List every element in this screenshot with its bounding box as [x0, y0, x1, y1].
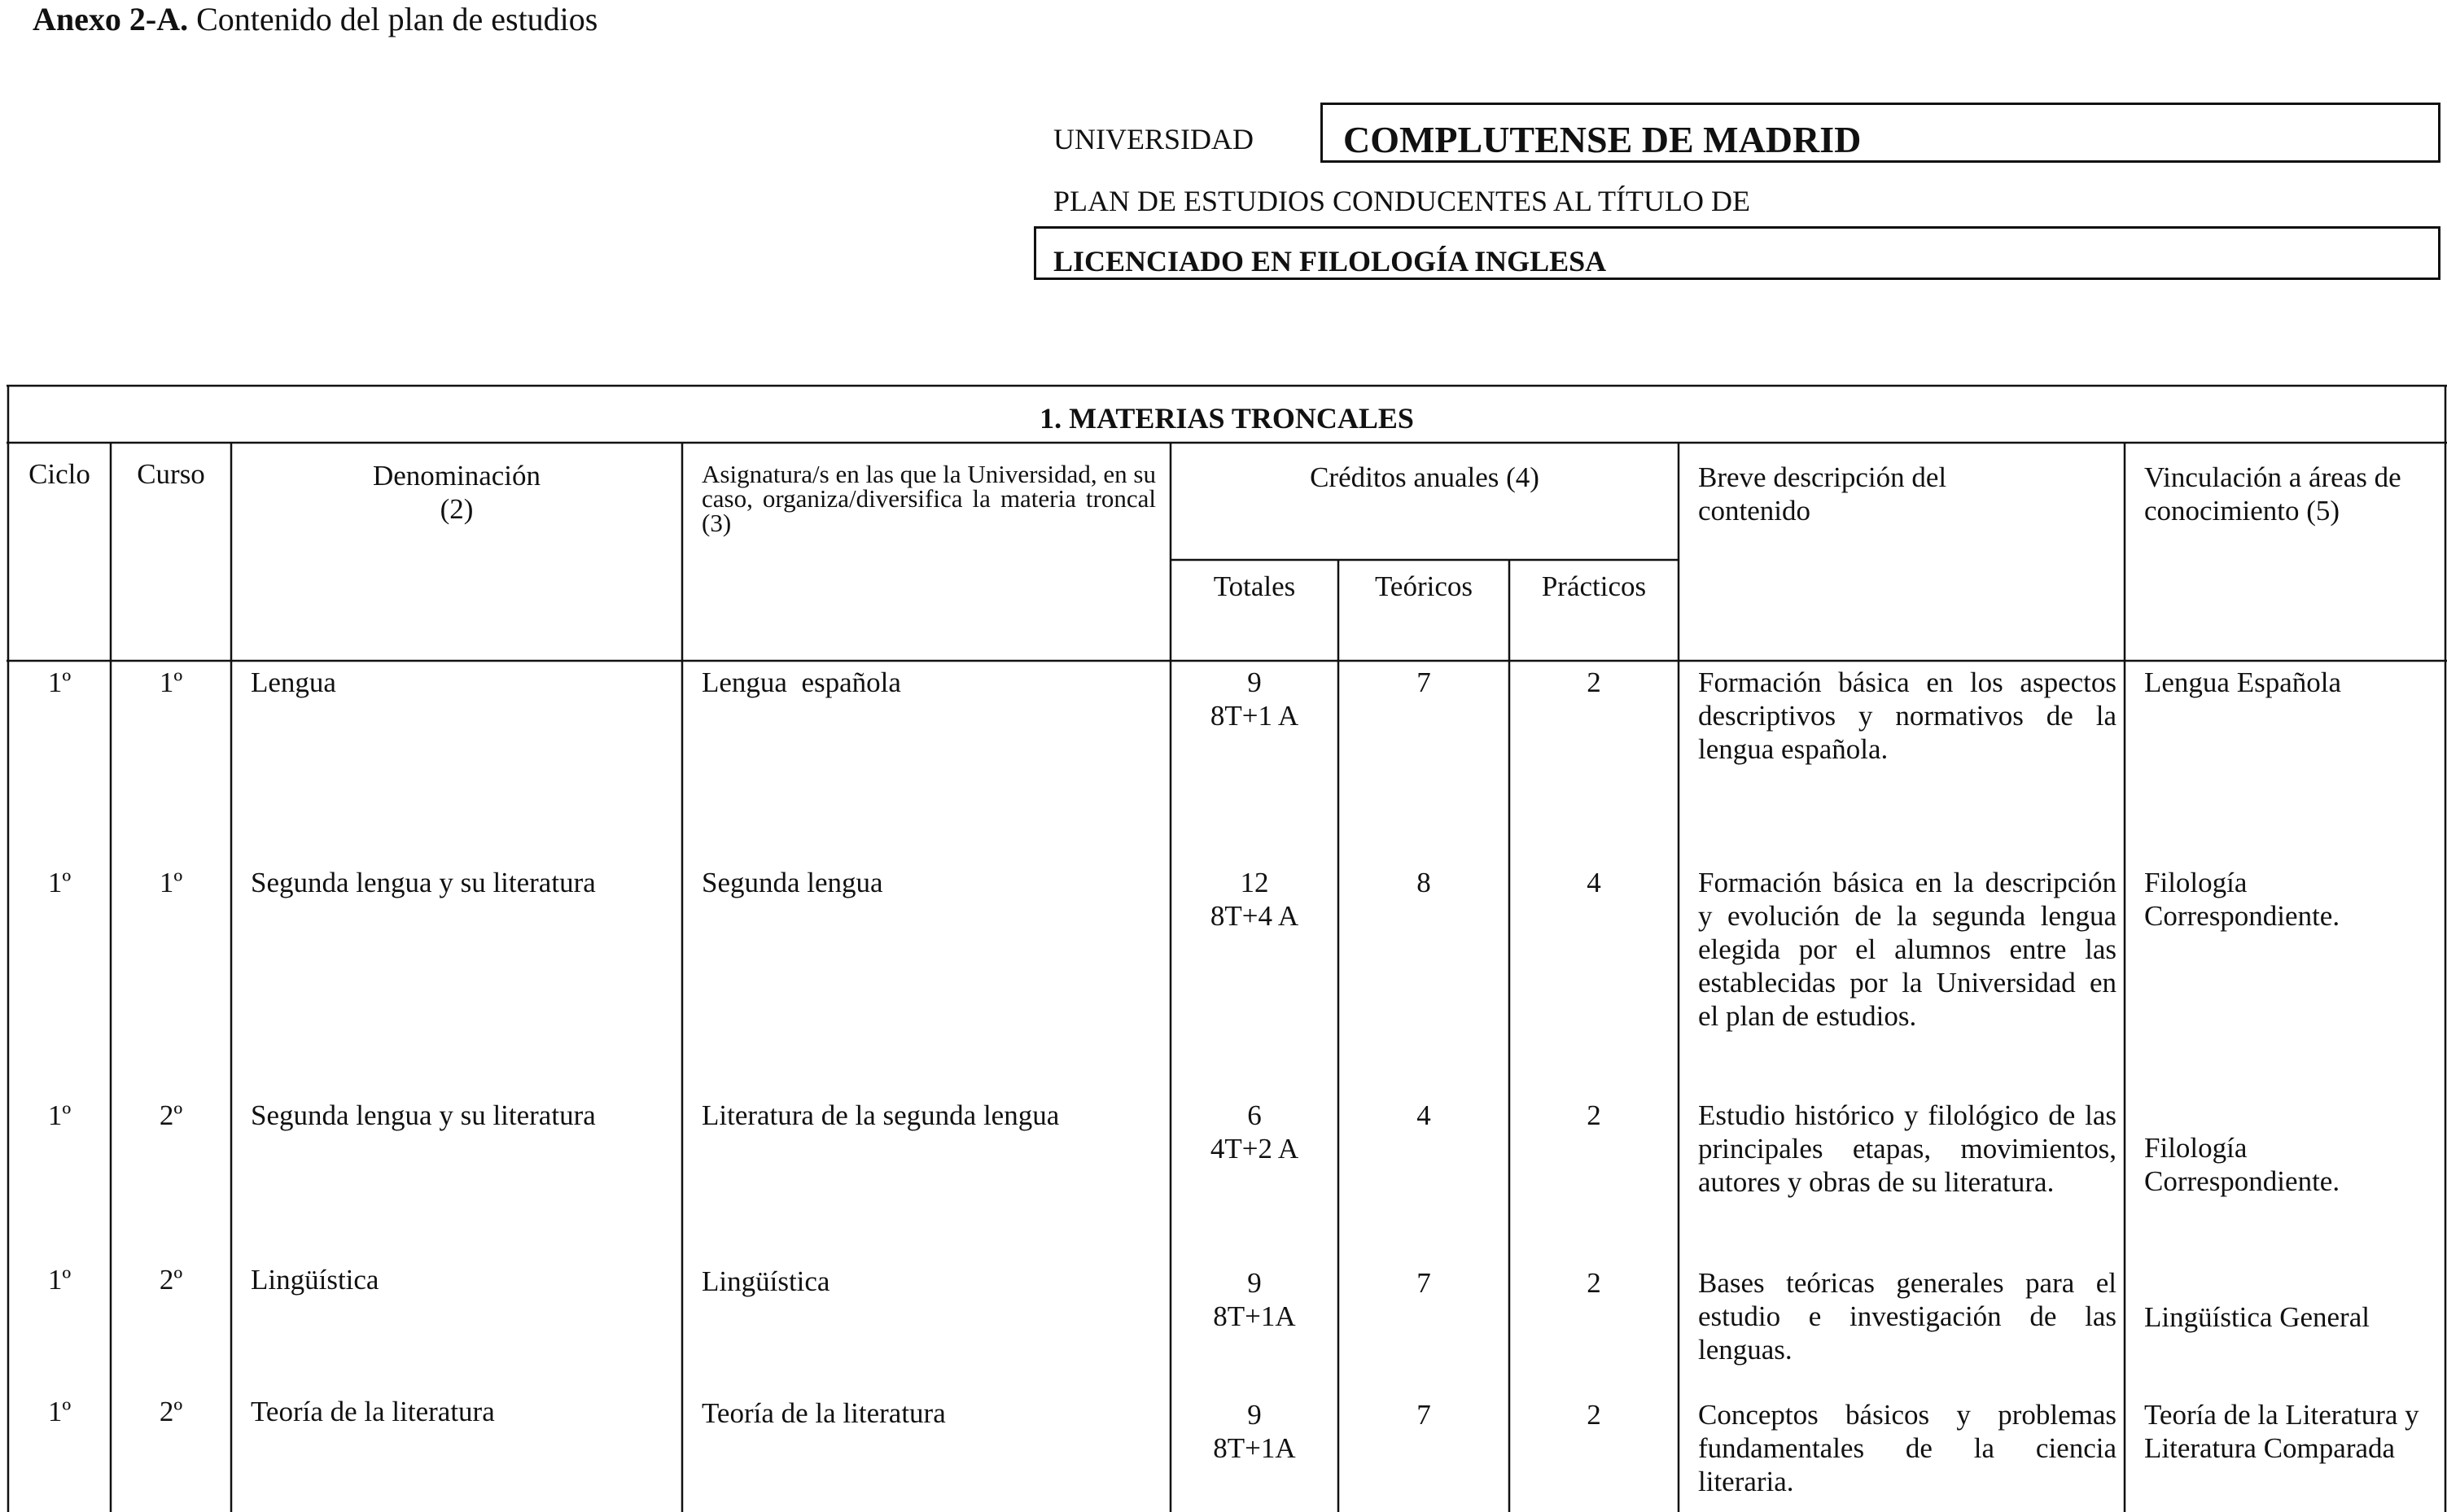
row-1-teoricos: 7 [1416, 666, 1431, 698]
annex-number: Anexo 2-A. [33, 1, 189, 37]
row-4-teoricos: 7 [1416, 1267, 1431, 1299]
row-3-ciclo: 1º [47, 1099, 72, 1131]
university-label: UNIVERSIDAD [1053, 123, 1254, 155]
row-1-vinculacion: Lengua Española [2144, 666, 2341, 698]
row-5-teoricos: 7 [1416, 1399, 1431, 1431]
row-2-practicos: 4 [1587, 867, 1601, 898]
row-5-denominacion: Teoría de la literatura [251, 1396, 495, 1427]
header-teoricos: Teóricos [1374, 570, 1473, 602]
row-1-denominacion: Lengua [251, 666, 336, 698]
row-3-totales-detail: 4T+2 A [1210, 1133, 1299, 1165]
row-5-totales-detail: 8T+1A [1213, 1432, 1296, 1464]
row-3-totales [1171, 1099, 1338, 1165]
row-5-curso: 2º [159, 1396, 183, 1427]
row-2-asignatura: Segunda lengua [702, 867, 883, 898]
annex-title: Contenido del plan de estudios [188, 1, 598, 37]
row-4-descripcion: Bases teóricas generales para el estudio e investigación de las lenguas. [1698, 1267, 2117, 1366]
row-1-asignatura: Lengua española [702, 666, 901, 698]
row-5-totales [1171, 1398, 1338, 1465]
table-title: 1. MATERIAS TRONCALES [1040, 402, 1414, 435]
row-2-teoricos: 8 [1416, 867, 1431, 898]
row-2-totales-detail: 8T+4 A [1210, 900, 1299, 932]
plan-label: PLAN DE ESTUDIOS CONDUCENTES AL TÍTULO DE [1053, 185, 1750, 217]
university-name: COMPLUTENSE DE MADRID [1343, 119, 1862, 160]
row-3-denominacion: Segunda lengua y su literatura [251, 1099, 596, 1131]
row-4-totales [1171, 1266, 1338, 1333]
row-2-ciclo: 1º [47, 867, 72, 898]
row-1-curso: 1º [159, 666, 183, 698]
row-1-totales [1171, 666, 1338, 732]
row-3-vinculacion: Filología Correspondiente. [2144, 1132, 2340, 1197]
degree-name: LICENCIADO EN FILOLOGÍA INGLESA [1053, 245, 1607, 277]
row-3-totales-value: 6 [1247, 1099, 1262, 1131]
row-2-denominacion: Segunda lengua y su literatura [251, 867, 596, 898]
row-4-ciclo: 1º [47, 1264, 72, 1296]
row-4-vinculacion: Lingüística General [2144, 1301, 2370, 1333]
row-4-curso: 2º [159, 1264, 183, 1296]
header-ciclo: Ciclo [28, 458, 90, 490]
row-1-ciclo: 1º [47, 666, 72, 698]
header-asignatura: Asignatura/s en las que la Universidad, en su caso, organiza/diversifica la materia troncal (3) [702, 460, 1156, 537]
header-totales: Totales [1213, 570, 1296, 602]
row-5-totales-value: 9 [1247, 1399, 1262, 1431]
row-3-descripcion: Estudio histórico y filológico de las principales etapas, movimientos, autores y obras de su literatura. [1698, 1099, 2117, 1198]
row-3-teoricos: 4 [1416, 1099, 1431, 1131]
row-2-curso: 1º [159, 867, 183, 898]
row-1-totales-detail: 8T+1 A [1210, 700, 1299, 732]
row-3-curso: 2º [159, 1099, 183, 1131]
materias-troncales-table [7, 384, 2447, 1512]
row-4-totales-detail: 8T+1A [1213, 1300, 1296, 1332]
header-practicos: Prácticos [1541, 570, 1647, 602]
row-1-practicos: 2 [1587, 666, 1601, 698]
row-5-descripcion: Conceptos básicos y problemas fundamentales de la ciencia literaria. [1698, 1399, 2117, 1497]
row-2-vinculacion: Filología Correspondiente. [2144, 867, 2340, 932]
header-denominacion-label: Denominación [372, 460, 541, 492]
header-denominacion [231, 459, 682, 526]
row-4-totales-value: 9 [1247, 1267, 1262, 1299]
row-1-descripcion: Formación básica en los aspectos descriptivos y normativos de la lengua española. [1698, 666, 2117, 765]
header-denominacion-note: (2) [440, 493, 474, 525]
header-curso: Curso [137, 458, 205, 490]
row-2-totales [1171, 866, 1338, 933]
row-5-vinculacion: Teoría de la Literatura y Literatura Comparada [2144, 1399, 2419, 1464]
row-2-totales-value: 12 [1240, 867, 1269, 898]
header-creditos: Créditos anuales (4) [1310, 461, 1539, 493]
row-4-denominacion: Lingüística [251, 1264, 379, 1296]
row-2-descripcion: Formación básica en la descripción y evolución de la segunda lengua elegida por el alumnos entre las establecidas por la Universidad en el plan de estudios. [1698, 867, 2117, 1032]
header-vinculacion: Vinculación a áreas de conocimiento (5) [2144, 461, 2401, 527]
annex-heading [33, 0, 598, 39]
row-5-practicos: 2 [1587, 1399, 1601, 1431]
row-5-ciclo: 1º [47, 1396, 72, 1427]
row-3-asignatura: Literatura de la segunda lengua [702, 1099, 1060, 1131]
row-1-totales-value: 9 [1247, 666, 1262, 698]
row-4-practicos: 2 [1587, 1267, 1601, 1299]
row-4-asignatura: Lingüística [702, 1265, 830, 1297]
row-5-asignatura: Teoría de la literatura [702, 1397, 946, 1429]
header-descripcion: Breve descripción del contenido [1698, 461, 1947, 527]
row-3-practicos: 2 [1587, 1099, 1601, 1131]
